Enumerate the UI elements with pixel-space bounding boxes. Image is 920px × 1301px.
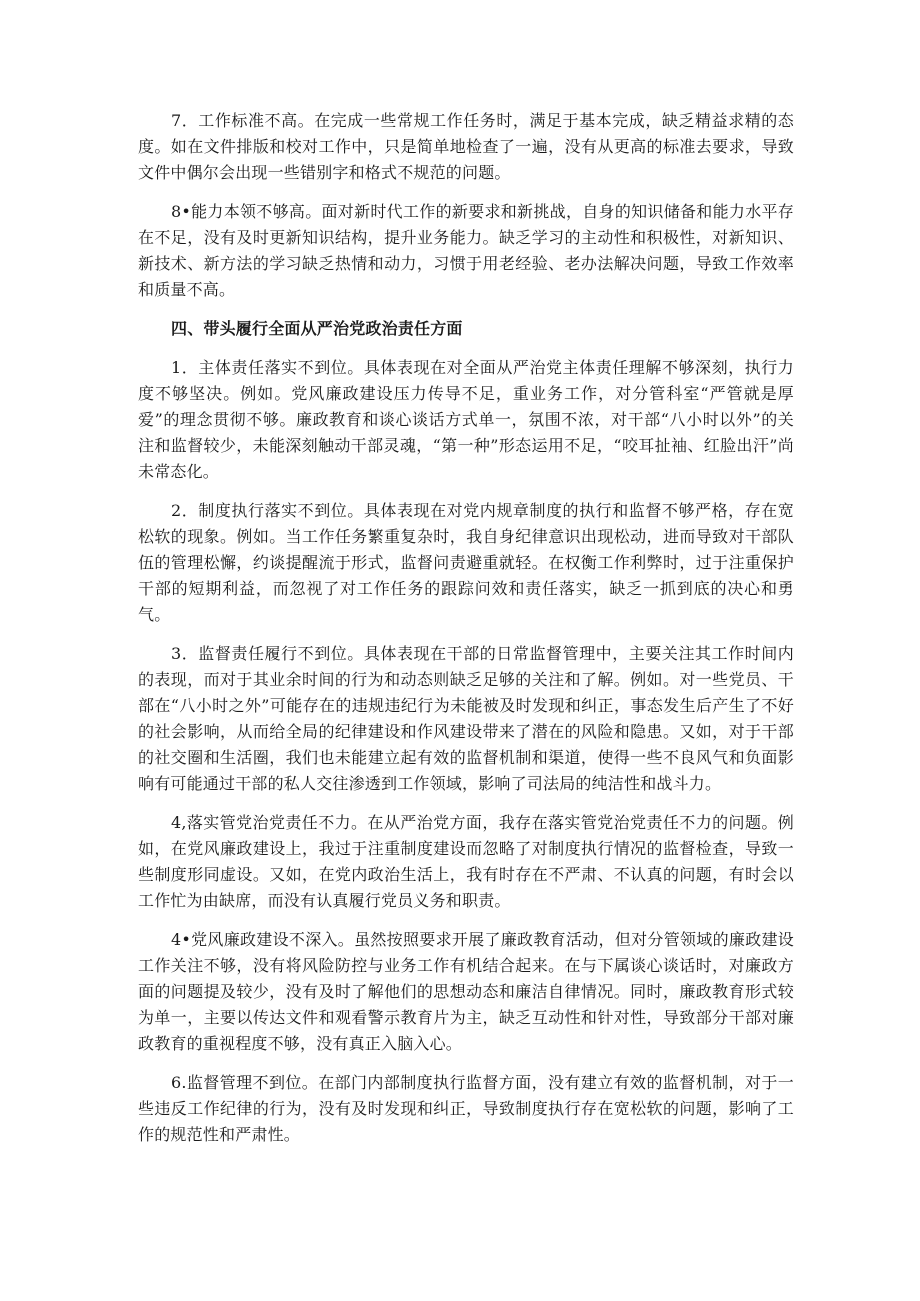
paragraph-item-4-party-governance: 4,落实管党治党责任不力。在从严治党方面，我存在落实管党治党责任不力的问题。例如，在党风廉政建设上，我过于注重制度建设而忽略了对制度执行情况的监督检查，导致一些制度形同虚设。又如，在党内政治生活上，我有时存在不严肃、不认真的问题，有时会以工作忙为由缺席，而没有认真履行党员义务和职责。	[138, 813, 794, 910]
section-heading-4: 四、带头履行全面从严治党政治责任方面	[171, 319, 463, 338]
paragraph-item-8-ability: 8•能力本领不够高。面对新时代工作的新要求和新挑战，自身的知识储备和能力水平存在不足，没有及时更新知识结构，提升业务能力。缺乏学习的主动性和积极性，对新知识、新技术、新方法的学习缺乏热情和动力，习惯于用老经验、老办法解决问题，导致工作效率和质量不高。	[138, 202, 794, 299]
paragraph-item-7-work-standards: 7．工作标准不高。在完成一些常规工作任务时，满足于基本完成，缺乏精益求精的态度。如在文件排版和校对工作中，只是简单地检查了一遍，没有从更高的标准去要求，导致文件中偶尔会出现一些错别字和格式不规范的问题。	[138, 111, 794, 182]
paragraph-item-2-system-execution: 2．制度执行落实不到位。具体表现在对党内规章制度的执行和监督不够严格，存在宽松软的现象。例如。当工作任务繁重复杂时，我自身纪律意识出现松动，进而导致对干部队伍的管理松懈，约谈提醒流于形式，监督问责避重就轻。在权衡工作利弊时，过于注重保护干部的短期利益，而忽视了对工作任务的跟踪问效和责任落实，缺乏一抓到底的决心和勇气。	[138, 501, 794, 624]
paragraph-item-1-main-responsibility: 1．主体责任落实不到位。具体表现在对全面从严治党主体责任理解不够深刻，执行力度不够坚决。例如。党风廉政建设压力传导不足，重业务工作，对分管科室“严管就是厚爱”的理念贯彻不够。廉政教育和谈心谈话方式单一，氛围不浓，对干部“八小时以外”的关注和监督较少，未能深刻触动干部灵魂，“第一种”形态运用不足，“咬耳扯袖、红脸出汗”尚未常态化。	[138, 358, 794, 481]
document-page	[138, 108, 794, 1161]
paragraph-item-4-integrity-building: 4•党风廉政建设不深入。虽然按照要求开展了廉政教育活动，但对分管领域的廉政建设工作关注不够，没有将风险防控与业务工作有机结合起来。在与下属谈心谈话时，对廉政方面的问题提及较少，没有及时了解他们的思想动态和廉洁自律情况。同时，廉政教育形式较为单一，主要以传达文件和观看警示教育片为主，缺乏互动性和针对性，导致部分干部对廉政教育的重视程度不够，没有真正入脑入心。	[138, 930, 794, 1053]
paragraph-item-6-supervision-management: 6.监督管理不到位。在部门内部制度执行监督方面，没有建立有效的监督机制，对于一些违反工作纪律的行为，没有及时发现和纠正，导致制度执行存在宽松软的问题，影响了工作的规范性和严肃性。	[138, 1073, 794, 1144]
paragraph-item-3-supervision: 3．监督责任履行不到位。具体表现在干部的日常监督管理中，主要关注其工作时间内的表现，而对于其业余时间的行为和动态则缺乏足够的关注和了解。例如。对一些党员、干部在“八小时之外”可能存在的违规违纪行为未能被及时发现和纠正，事态发生后产生了不好的社会影响，从而给全局的纪律建设和作风建设带来了潜在的风险和隐患。又如，对于干部的社交圈和生活圈，我们也未能建立起有效的监督机制和渠道，使得一些不良风气和负面影响有可能通过干部的私人交往渗透到工作领域，影响了司法局的纯洁性和战斗力。	[138, 644, 794, 793]
